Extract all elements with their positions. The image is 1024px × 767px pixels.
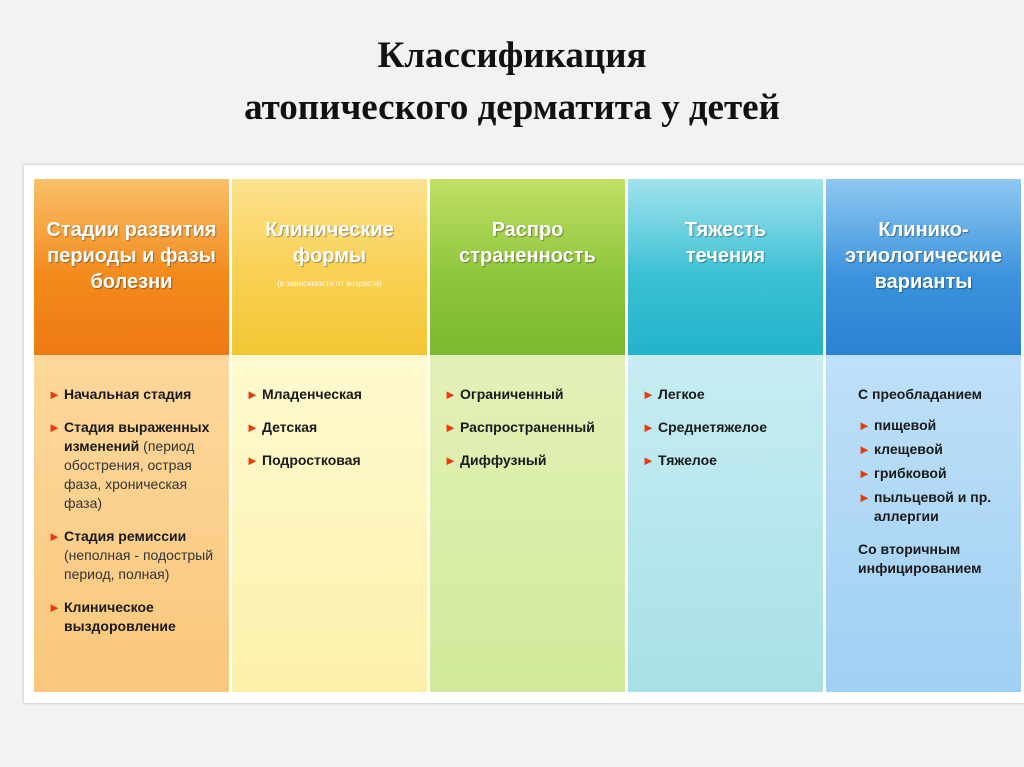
bullet-icon: ► — [858, 466, 871, 481]
bullet-icon: ► — [246, 387, 259, 402]
bullet-icon: ► — [444, 387, 457, 402]
column-header — [34, 179, 229, 355]
list-item — [444, 385, 615, 404]
list-item — [858, 416, 1011, 435]
bullet-icon: ► — [48, 387, 61, 402]
outro-text: Со вторичным инфицированием — [858, 541, 982, 576]
bullet-icon: ► — [858, 490, 871, 505]
list-item — [48, 418, 219, 513]
bullet-icon: ► — [48, 600, 61, 615]
column-body — [232, 355, 427, 692]
column-header-text: Стадии развития периоды и фазы болезни — [46, 219, 217, 293]
list-item — [858, 440, 1011, 459]
list-item — [246, 418, 417, 437]
item-label: грибковой — [874, 465, 947, 481]
column-body — [826, 355, 1021, 692]
item-label: Распространенный — [460, 419, 595, 435]
column-prevalence — [430, 179, 625, 692]
column-header — [628, 179, 823, 355]
list-item — [246, 385, 417, 404]
item-label: Младенческая — [262, 386, 362, 402]
list-item — [858, 464, 1011, 483]
bullet-icon: ► — [858, 418, 871, 433]
list-item — [444, 451, 615, 470]
list-item — [48, 527, 219, 584]
item-label: Клиническое выздоровление — [64, 599, 176, 634]
item-label: Начальная стадия — [64, 386, 192, 402]
item-label: клещевой — [874, 441, 943, 457]
bullet-icon: ► — [444, 453, 457, 468]
list-item — [642, 418, 813, 437]
item-label: Легкое — [658, 386, 705, 402]
list-item — [642, 451, 813, 470]
column-header — [232, 179, 427, 355]
item-label: пыльцевой и пр. аллергии — [874, 489, 992, 524]
bullet-icon: ► — [444, 420, 457, 435]
item-label: пищевой — [874, 417, 937, 433]
column-body — [34, 355, 229, 692]
intro-text: С преобладанием — [858, 386, 983, 402]
item-label: Диффузный — [460, 452, 547, 468]
item-label: Среднетяжелое — [658, 419, 767, 435]
list-item — [246, 451, 417, 470]
column-header — [826, 179, 1021, 355]
column-header-text: Распро страненность — [459, 219, 596, 267]
column-subheader: (в зависимости от возраста) — [277, 279, 382, 288]
column-etiological-variants — [826, 179, 1021, 692]
bullet-icon: ► — [642, 387, 655, 402]
bullet-icon: ► — [642, 420, 655, 435]
column-stages — [34, 179, 229, 692]
item-note: (период обострения, острая фаза, хроническая фаза) — [64, 438, 195, 511]
title-line-1: Классификация — [377, 35, 647, 76]
bullet-icon: ► — [48, 420, 61, 435]
item-label: Стадия ремиссии — [64, 528, 187, 544]
item-label: Подростковая — [262, 452, 361, 468]
list-item — [858, 488, 1011, 526]
column-body — [430, 355, 625, 692]
bullet-icon: ► — [48, 529, 61, 544]
slide-title — [0, 30, 1024, 134]
item-label: Ограниченный — [460, 386, 564, 402]
column-header — [430, 179, 625, 355]
list-item — [444, 418, 615, 437]
list-item — [642, 385, 813, 404]
column-header-text: Тяжесть течения — [684, 219, 767, 267]
bullet-icon: ► — [246, 420, 259, 435]
bullet-icon: ► — [246, 453, 259, 468]
item-note: (неполная - подострый период, полная) — [64, 547, 214, 582]
column-severity — [628, 179, 823, 692]
column-clinical-forms — [232, 179, 427, 692]
title-line-2: атопического дерматита у детей — [244, 87, 780, 128]
column-header-text: Клинические формы — [265, 219, 394, 267]
bullet-icon: ► — [858, 442, 871, 457]
bullet-icon: ► — [642, 453, 655, 468]
classification-table — [24, 165, 1024, 703]
item-label: Детская — [262, 419, 318, 435]
column-header-text: Клинико- этиологические варианты — [845, 219, 1002, 293]
item-label: Стадия выраженных изменений — [64, 419, 210, 454]
list-item — [48, 385, 219, 404]
list-item — [48, 598, 219, 636]
item-label: Тяжелое — [658, 452, 717, 468]
column-body — [628, 355, 823, 692]
